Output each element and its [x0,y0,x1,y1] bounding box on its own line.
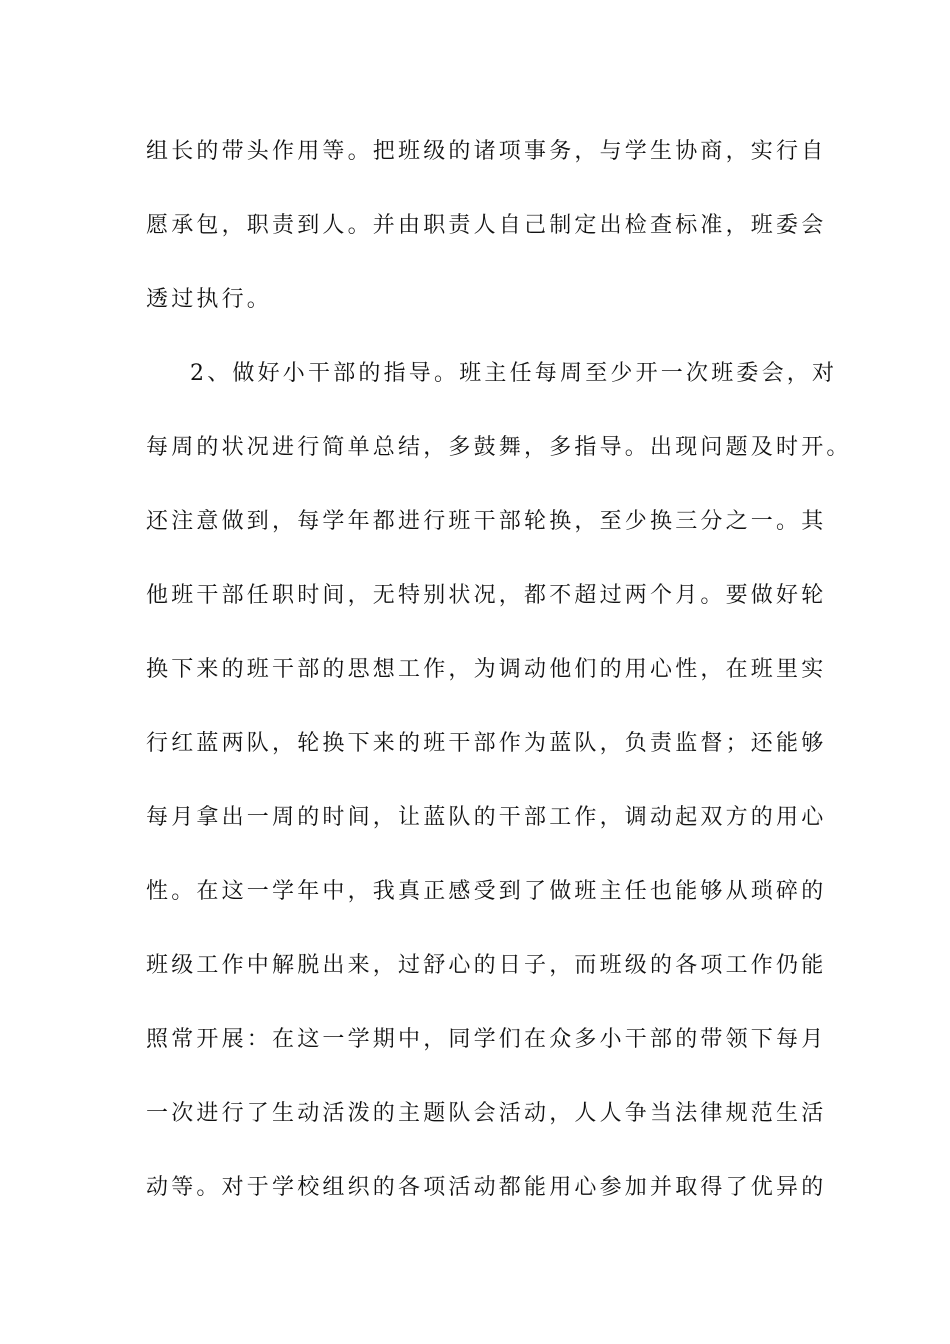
text-line: 性。在这一学年中，我真正感受到了做班主任也能够从琐碎的 [146,879,827,904]
text-line: 一次进行了生动活泼的主题队会活动，人人争当法律规范生活 [146,1101,827,1126]
text-line-paragraph-start: 2、做好小干部的指导。班主任每周至少开一次班委会，对 [190,361,838,386]
text-line: 班级工作中解脱出来，过舒心的日子，而班级的各项工作仍能 [146,953,827,978]
body-text [146,130,852,1240]
text-line: 行红蓝两队，轮换下来的班干部作为蓝队，负责监督；还能够 [146,731,827,756]
text-line: 换下来的班干部的思想工作，为调动他们的用心性，在班里实 [146,657,827,682]
text-line: 动等。对于学校组织的各项活动都能用心参加并取得了优异的 [146,1175,827,1200]
text-line: 每月拿出一周的时间，让蓝队的干部工作，调动起双方的用心 [146,805,827,830]
text-line: 透过执行。 [146,287,273,312]
text-line: 愿承包，职责到人。并由职责人自己制定出检查标准，班委会 [146,213,827,238]
text-line: 还注意做到，每学年都进行班干部轮换，至少换三分之一。其 [146,509,827,534]
text-line: 他班干部任职时间，无特别状况，都不超过两个月。要做好轮 [146,583,827,608]
text-line: 照常开展：在这一学期中，同学们在众多小干部的带领下每月 [146,1027,827,1052]
text-line: 组长的带头作用等。把班级的诸项事务，与学生协商，实行自 [146,139,827,164]
text-line: 每周的状况进行简单总结，多鼓舞，多指导。出现问题及时开。 [146,435,852,460]
